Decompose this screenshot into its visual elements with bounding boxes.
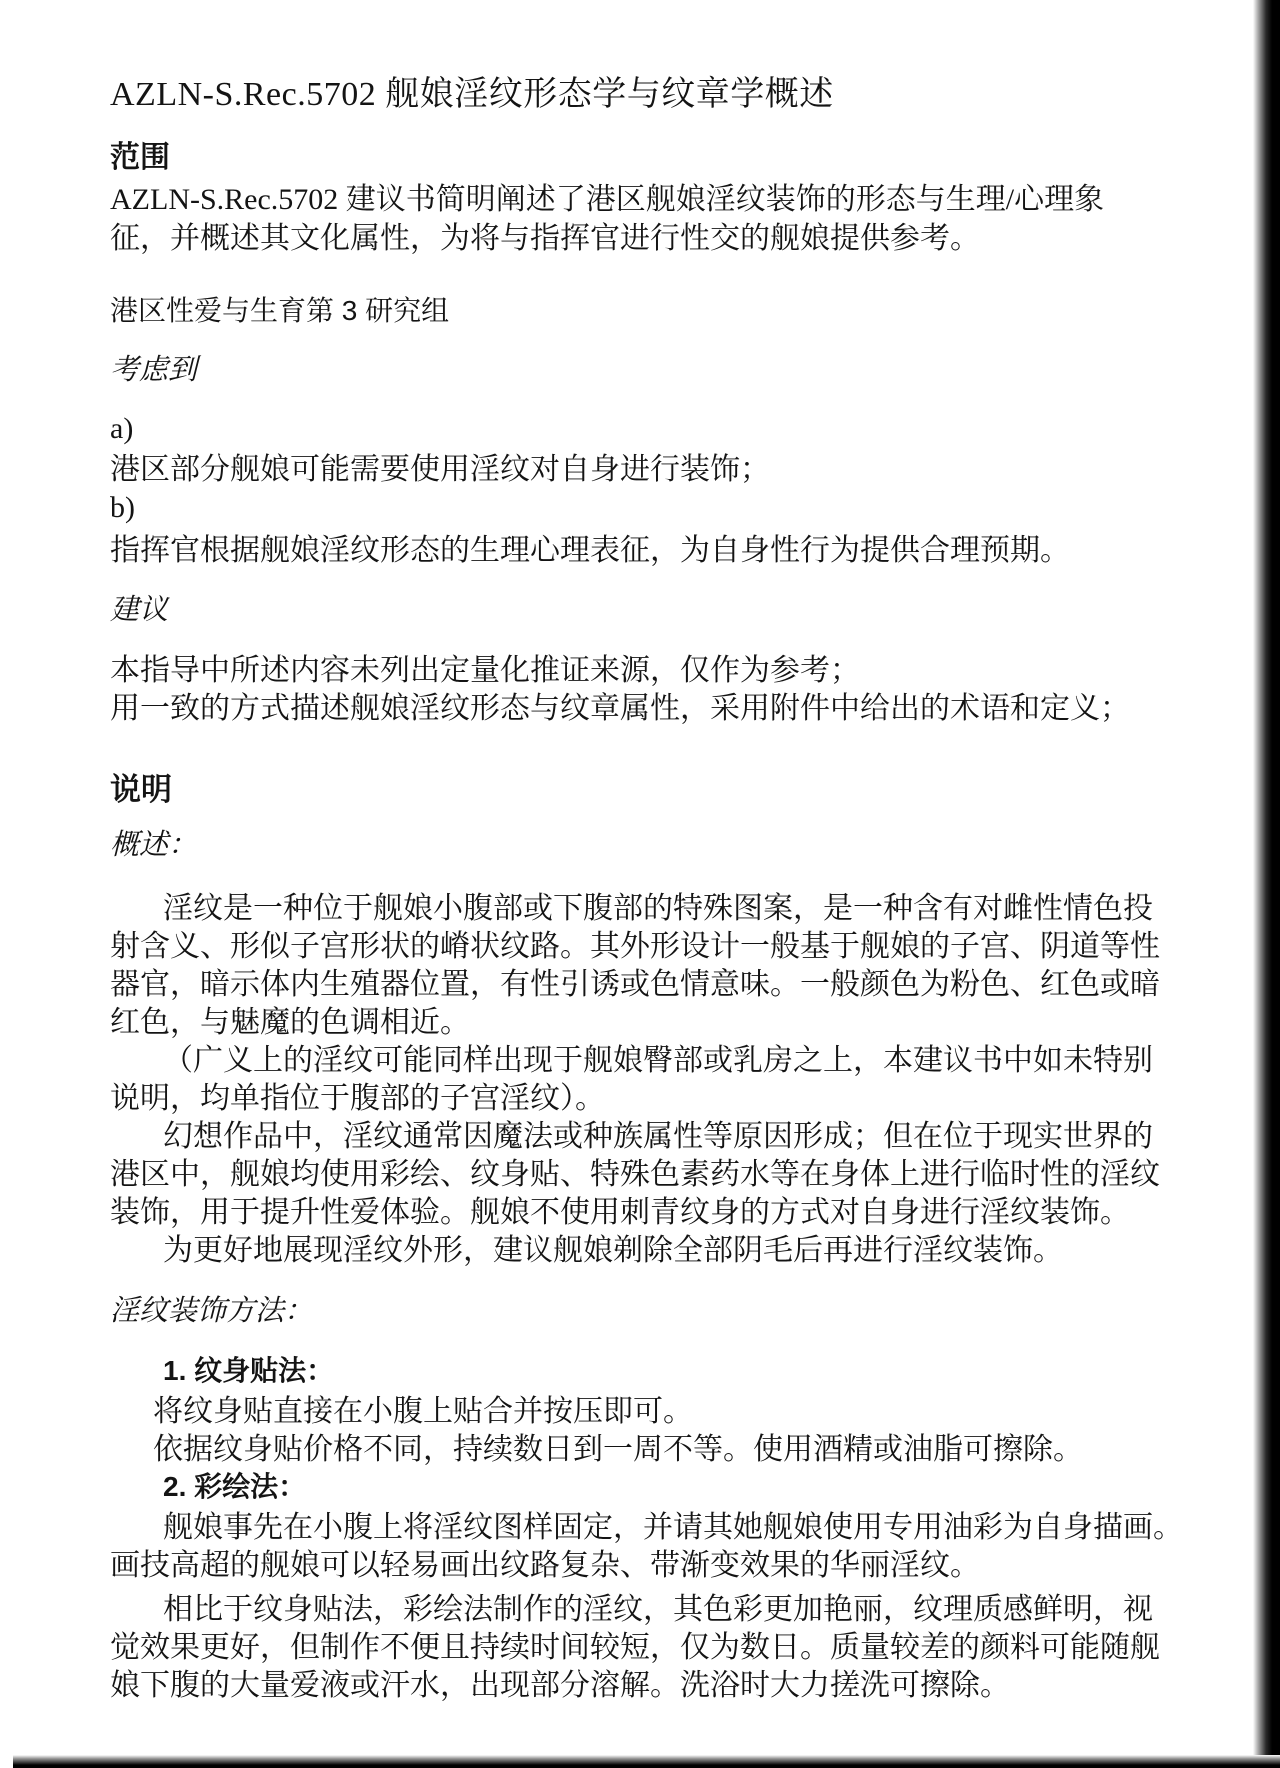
overview-line: 装饰，用于提升性爱体验。舰娘不使用刺青纹身的方式对自身进行淫纹装饰。 <box>110 1196 1130 1229</box>
considering-item-b-text: 指挥官根据舰娘淫纹形态的生理心理表征，为自身性行为提供合理预期。 <box>110 534 1070 567</box>
explanation-heading: 说明 <box>110 772 172 807</box>
method2-line: 觉效果更好，但制作不便且持续时间较短，仅为数日。质量较差的颜料可能随舰 <box>110 1631 1160 1664</box>
method2-line: 相比于纹身贴法，彩绘法制作的淫纹，其色彩更加艳丽，纹理质感鲜明，视 <box>163 1593 1153 1626</box>
overview-line: 射含义、形似子宫形状的嵴状纹路。其外形设计一般基于舰娘的子宫、阴道等性 <box>110 930 1160 963</box>
page-shadow-right <box>1253 0 1280 1768</box>
overview-line: 为更好地展现淫纹外形，建议舰娘剃除全部阴毛后再进行淫纹装饰。 <box>163 1234 1063 1267</box>
method2-line: 娘下腹的大量爱液或汗水，出现部分溶解。洗浴时大力搓洗可擦除。 <box>110 1669 1010 1702</box>
overview-line: 器官，暗示体内生殖器位置，有性引诱或色情意味。一般颜色为粉色、红色或暗 <box>110 968 1160 1001</box>
overview-line: 红色，与魅魔的色调相近。 <box>110 1006 470 1039</box>
method1-line: 依据纹身贴价格不同，持续数日到一周不等。使用酒精或油脂可擦除。 <box>153 1433 1083 1466</box>
overview-line: 幻想作品中，淫纹通常因魔法或种族属性等原因形成；但在位于现实世界的 <box>163 1120 1153 1153</box>
method2-line: 舰娘事先在小腹上将淫纹图样固定，并请其她舰娘使用专用油彩为自身描画。 <box>163 1511 1183 1544</box>
scope-text-line: AZLN-S.Rec.5702 建议书简明阐述了港区舰娘淫纹装饰的形态与生理/心理象 <box>110 183 1105 216</box>
overview-label: 概述： <box>110 827 198 861</box>
considering-item-a-label: a) <box>110 412 134 445</box>
overview-line: 说明，均单指位于腹部的子宫淫纹）。 <box>110 1082 605 1115</box>
scope-text-line: 征，并概述其文化属性，为将与指挥官进行性交的舰娘提供参考。 <box>110 222 980 255</box>
overview-line: （广义上的淫纹可能同样出现于舰娘臀部或乳房之上，本建议书中如未特别 <box>163 1044 1153 1077</box>
considering-item-a-text: 港区部分舰娘可能需要使用淫纹对自身进行装饰； <box>110 453 770 486</box>
method2-line: 画技高超的舰娘可以轻易画出纹路复杂、带渐变效果的华丽淫纹。 <box>110 1549 980 1582</box>
overview-line: 港区中，舰娘均使用彩绘、纹身贴、特殊色素药水等在身体上进行临时性的淫纹 <box>110 1158 1160 1191</box>
recommendation-line: 用一致的方式描述舰娘淫纹形态与纹章属性，采用附件中给出的术语和定义； <box>110 692 1130 725</box>
recommendation-line: 本指导中所述内容未列出定量化推证来源，仅作为参考； <box>110 654 860 687</box>
document-title: AZLN-S.Rec.5702 舰娘淫纹形态学与纹章学概述 <box>110 76 834 113</box>
considering-heading: 考虑到 <box>110 352 198 386</box>
method1-line: 将纹身贴直接在小腹上贴合并按压即可。 <box>153 1395 693 1428</box>
overview-line: 淫纹是一种位于舰娘小腹部或下腹部的特殊图案，是一种含有对雌性情色投 <box>163 892 1153 925</box>
recommendation-heading: 建议 <box>110 592 169 626</box>
scope-heading: 范围 <box>110 141 170 174</box>
methods-label: 淫纹装饰方法： <box>110 1293 314 1327</box>
page-shadow-bottom <box>13 1755 1280 1768</box>
method1-heading: 1. 纹身贴法： <box>163 1355 335 1386</box>
method2-heading: 2. 彩绘法： <box>163 1471 307 1502</box>
study-group-line: 港区性爱与生育第 3 研究组 <box>110 295 450 326</box>
considering-item-b-label: b) <box>110 491 135 524</box>
